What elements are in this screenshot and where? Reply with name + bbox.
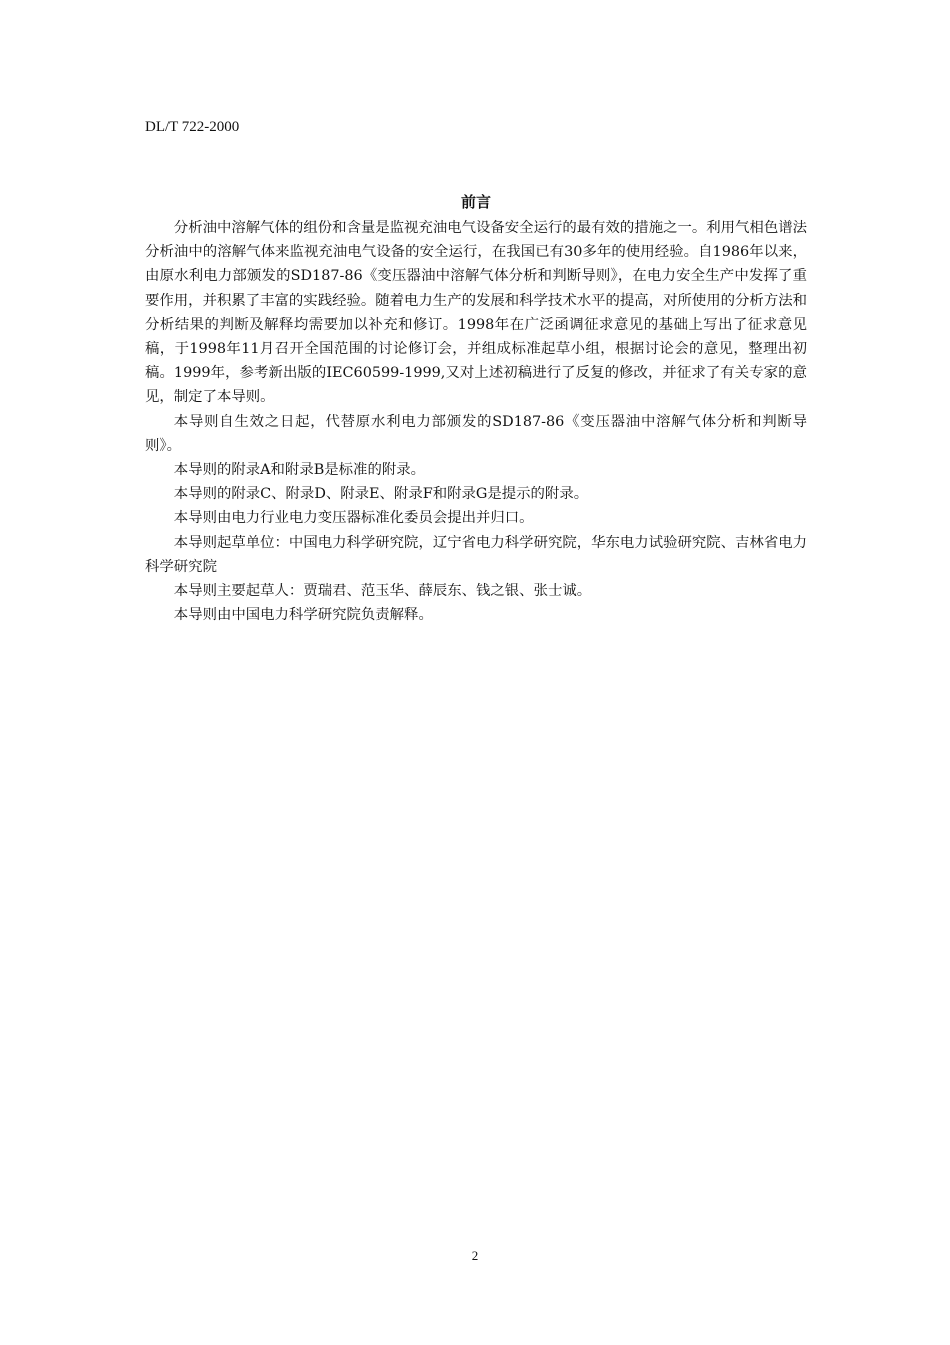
page-number: 2	[471, 1248, 479, 1263]
paragraph-proposer: 本导则由电力行业电力变压器标准化委员会提出并归口。	[173, 510, 534, 527]
paragraph-informative-annexes: 本导则的附录C、附录D、附录E、附录F和附录G是提示的附录。	[173, 486, 589, 503]
paragraph-replacement: 本导则自生效之日起，代替原水利电力部颁发的SD187-86《变压器油中溶解气体分析和判断导则》。	[145, 413, 807, 454]
paragraph-normative-annexes: 本导则的附录A和附录B是标准的附录。	[173, 462, 426, 479]
foreword-body	[145, 216, 807, 627]
paragraph-history: 分析油中溶解气体的组份和含量是监视充油电气设备安全运行的最有效的措施之一。利用气相色谱法分析油中的溶解气体来监视充油电气设备的安全运行，在我国已有30多年的使用经验。自1986年以来，由原水利电力部颁发的SD187-86《变压器油中溶解气体分析和判断导则》，在电力安全生产中发挥了重要作用，并积累了丰富的实践经验。随着电力生产的发展和科学技术水平的提高，对所使用的分析方法和分析结果的判断及解释均需要加以补充和修订。1998年在广泛函调征求意见的基础上写出了征求意见稿，于1998年11月召开全国范围的讨论修订会，并组成标准起草小组，根据讨论会的意见，整理出初稿。1999年，参考新出版的IEC60599-1999,又对上述初稿进行了反复的修改，并征求了有关专家的意见，制定了本导则。	[145, 220, 807, 406]
document-code: DL/T 722-2000	[145, 119, 240, 135]
paragraph-drafting-units: 本导则起草单位：中国电力科学研究院，辽宁省电力科学研究院，华东电力试验研究院、吉林省电力科学研究院	[145, 534, 807, 575]
paragraph-drafters: 本导则主要起草人：贾瑞君、范玉华、薛辰东、钱之银、张士诚。	[173, 583, 592, 600]
section-title: 前言	[460, 193, 491, 211]
paragraph-interpretation: 本导则由中国电力科学研究院负责解释。	[173, 607, 433, 624]
